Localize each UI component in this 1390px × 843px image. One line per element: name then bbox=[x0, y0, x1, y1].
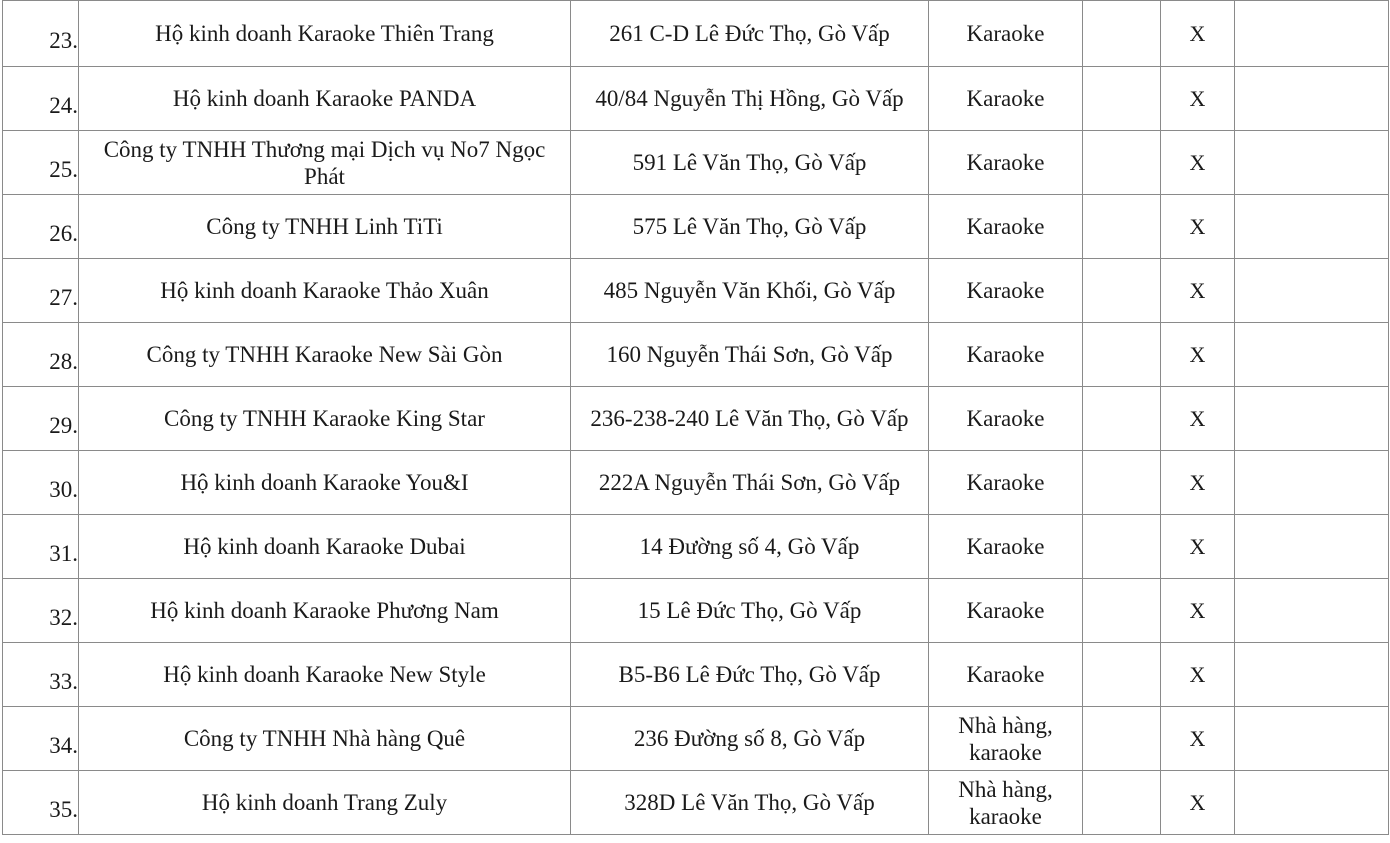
business-name: Hộ kinh doanh Karaoke Dubai bbox=[79, 515, 571, 579]
check-mark: X bbox=[1161, 259, 1235, 323]
business-address: 15 Lê Đức Thọ, Gò Vấp bbox=[571, 579, 929, 643]
check-mark: X bbox=[1161, 707, 1235, 771]
table-row bbox=[3, 67, 1389, 131]
row-number: 34. bbox=[3, 707, 79, 771]
business-type: Karaoke bbox=[929, 451, 1083, 515]
empty-cell bbox=[1083, 67, 1161, 131]
table-row bbox=[3, 323, 1389, 387]
row-number: 26. bbox=[3, 195, 79, 259]
business-type: Karaoke bbox=[929, 579, 1083, 643]
business-type: Karaoke bbox=[929, 259, 1083, 323]
check-mark: X bbox=[1161, 131, 1235, 195]
table-row bbox=[3, 579, 1389, 643]
empty-cell bbox=[1083, 579, 1161, 643]
business-table bbox=[2, 0, 1389, 835]
business-type: Karaoke bbox=[929, 515, 1083, 579]
business-type: Nhà hàng, karaoke bbox=[929, 707, 1083, 771]
check-mark: X bbox=[1161, 195, 1235, 259]
business-name: Công ty TNHH Karaoke King Star bbox=[79, 387, 571, 451]
business-address: 40/84 Nguyễn Thị Hồng, Gò Vấp bbox=[571, 67, 929, 131]
empty-cell bbox=[1083, 387, 1161, 451]
business-address: 591 Lê Văn Thọ, Gò Vấp bbox=[571, 131, 929, 195]
table-row bbox=[3, 707, 1389, 771]
row-number: 32. bbox=[3, 579, 79, 643]
row-number: 27. bbox=[3, 259, 79, 323]
check-mark: X bbox=[1161, 323, 1235, 387]
table-row bbox=[3, 131, 1389, 195]
empty-cell bbox=[1083, 259, 1161, 323]
empty-cell bbox=[1235, 195, 1389, 259]
row-number: 24. bbox=[3, 67, 79, 131]
business-name: Hộ kinh doanh Karaoke Thiên Trang bbox=[79, 1, 571, 67]
check-mark: X bbox=[1161, 515, 1235, 579]
table-row bbox=[3, 643, 1389, 707]
business-name: Công ty TNHH Thương mại Dịch vụ No7 Ngọc Phát bbox=[79, 131, 571, 195]
empty-cell bbox=[1235, 579, 1389, 643]
table-row bbox=[3, 195, 1389, 259]
business-address: 14 Đường số 4, Gò Vấp bbox=[571, 515, 929, 579]
row-number: 25. bbox=[3, 131, 79, 195]
empty-cell bbox=[1083, 323, 1161, 387]
business-address: 261 C-D Lê Đức Thọ, Gò Vấp bbox=[571, 1, 929, 67]
check-mark: X bbox=[1161, 579, 1235, 643]
business-type: Karaoke bbox=[929, 387, 1083, 451]
empty-cell bbox=[1235, 1, 1389, 67]
check-mark: X bbox=[1161, 771, 1235, 835]
table-body bbox=[3, 1, 1389, 835]
business-name: Công ty TNHH Karaoke New Sài Gòn bbox=[79, 323, 571, 387]
check-mark: X bbox=[1161, 643, 1235, 707]
empty-cell bbox=[1235, 323, 1389, 387]
table-row bbox=[3, 771, 1389, 835]
empty-cell bbox=[1235, 515, 1389, 579]
business-address: 575 Lê Văn Thọ, Gò Vấp bbox=[571, 195, 929, 259]
empty-cell bbox=[1235, 259, 1389, 323]
check-mark: X bbox=[1161, 67, 1235, 131]
row-number: 29. bbox=[3, 387, 79, 451]
empty-cell bbox=[1083, 771, 1161, 835]
empty-cell bbox=[1235, 387, 1389, 451]
business-name: Hộ kinh doanh Karaoke PANDA bbox=[79, 67, 571, 131]
business-name: Công ty TNHH Nhà hàng Quê bbox=[79, 707, 571, 771]
business-type: Karaoke bbox=[929, 67, 1083, 131]
empty-cell bbox=[1083, 1, 1161, 67]
table-row bbox=[3, 259, 1389, 323]
row-number: 23. bbox=[3, 1, 79, 67]
row-number: 33. bbox=[3, 643, 79, 707]
row-number: 35. bbox=[3, 771, 79, 835]
empty-cell bbox=[1235, 451, 1389, 515]
business-address: 160 Nguyễn Thái Sơn, Gò Vấp bbox=[571, 323, 929, 387]
empty-cell bbox=[1083, 515, 1161, 579]
check-mark: X bbox=[1161, 387, 1235, 451]
row-number: 30. bbox=[3, 451, 79, 515]
business-name: Hộ kinh doanh Karaoke New Style bbox=[79, 643, 571, 707]
check-mark: X bbox=[1161, 451, 1235, 515]
table-row bbox=[3, 451, 1389, 515]
business-type: Karaoke bbox=[929, 131, 1083, 195]
empty-cell bbox=[1083, 643, 1161, 707]
table-row bbox=[3, 1, 1389, 67]
empty-cell bbox=[1235, 771, 1389, 835]
empty-cell bbox=[1083, 131, 1161, 195]
business-address: 236 Đường số 8, Gò Vấp bbox=[571, 707, 929, 771]
row-number: 31. bbox=[3, 515, 79, 579]
business-type: Nhà hàng, karaoke bbox=[929, 771, 1083, 835]
business-address: 328D Lê Văn Thọ, Gò Vấp bbox=[571, 771, 929, 835]
business-name: Công ty TNHH Linh TiTi bbox=[79, 195, 571, 259]
empty-cell bbox=[1083, 707, 1161, 771]
check-mark: X bbox=[1161, 1, 1235, 67]
business-address: 485 Nguyễn Văn Khối, Gò Vấp bbox=[571, 259, 929, 323]
table-row bbox=[3, 515, 1389, 579]
empty-cell bbox=[1083, 451, 1161, 515]
empty-cell bbox=[1235, 67, 1389, 131]
business-name: Hộ kinh doanh Karaoke You&I bbox=[79, 451, 571, 515]
business-address: 222A Nguyễn Thái Sơn, Gò Vấp bbox=[571, 451, 929, 515]
business-address: 236-238-240 Lê Văn Thọ, Gò Vấp bbox=[571, 387, 929, 451]
business-type: Karaoke bbox=[929, 643, 1083, 707]
row-number: 28. bbox=[3, 323, 79, 387]
business-type: Karaoke bbox=[929, 1, 1083, 67]
business-address: B5-B6 Lê Đức Thọ, Gò Vấp bbox=[571, 643, 929, 707]
business-name: Hộ kinh doanh Karaoke Phương Nam bbox=[79, 579, 571, 643]
business-type: Karaoke bbox=[929, 323, 1083, 387]
empty-cell bbox=[1235, 643, 1389, 707]
business-type: Karaoke bbox=[929, 195, 1083, 259]
empty-cell bbox=[1235, 131, 1389, 195]
empty-cell bbox=[1235, 707, 1389, 771]
empty-cell bbox=[1083, 195, 1161, 259]
business-name: Hộ kinh doanh Karaoke Thảo Xuân bbox=[79, 259, 571, 323]
business-name: Hộ kinh doanh Trang Zuly bbox=[79, 771, 571, 835]
table-row bbox=[3, 387, 1389, 451]
